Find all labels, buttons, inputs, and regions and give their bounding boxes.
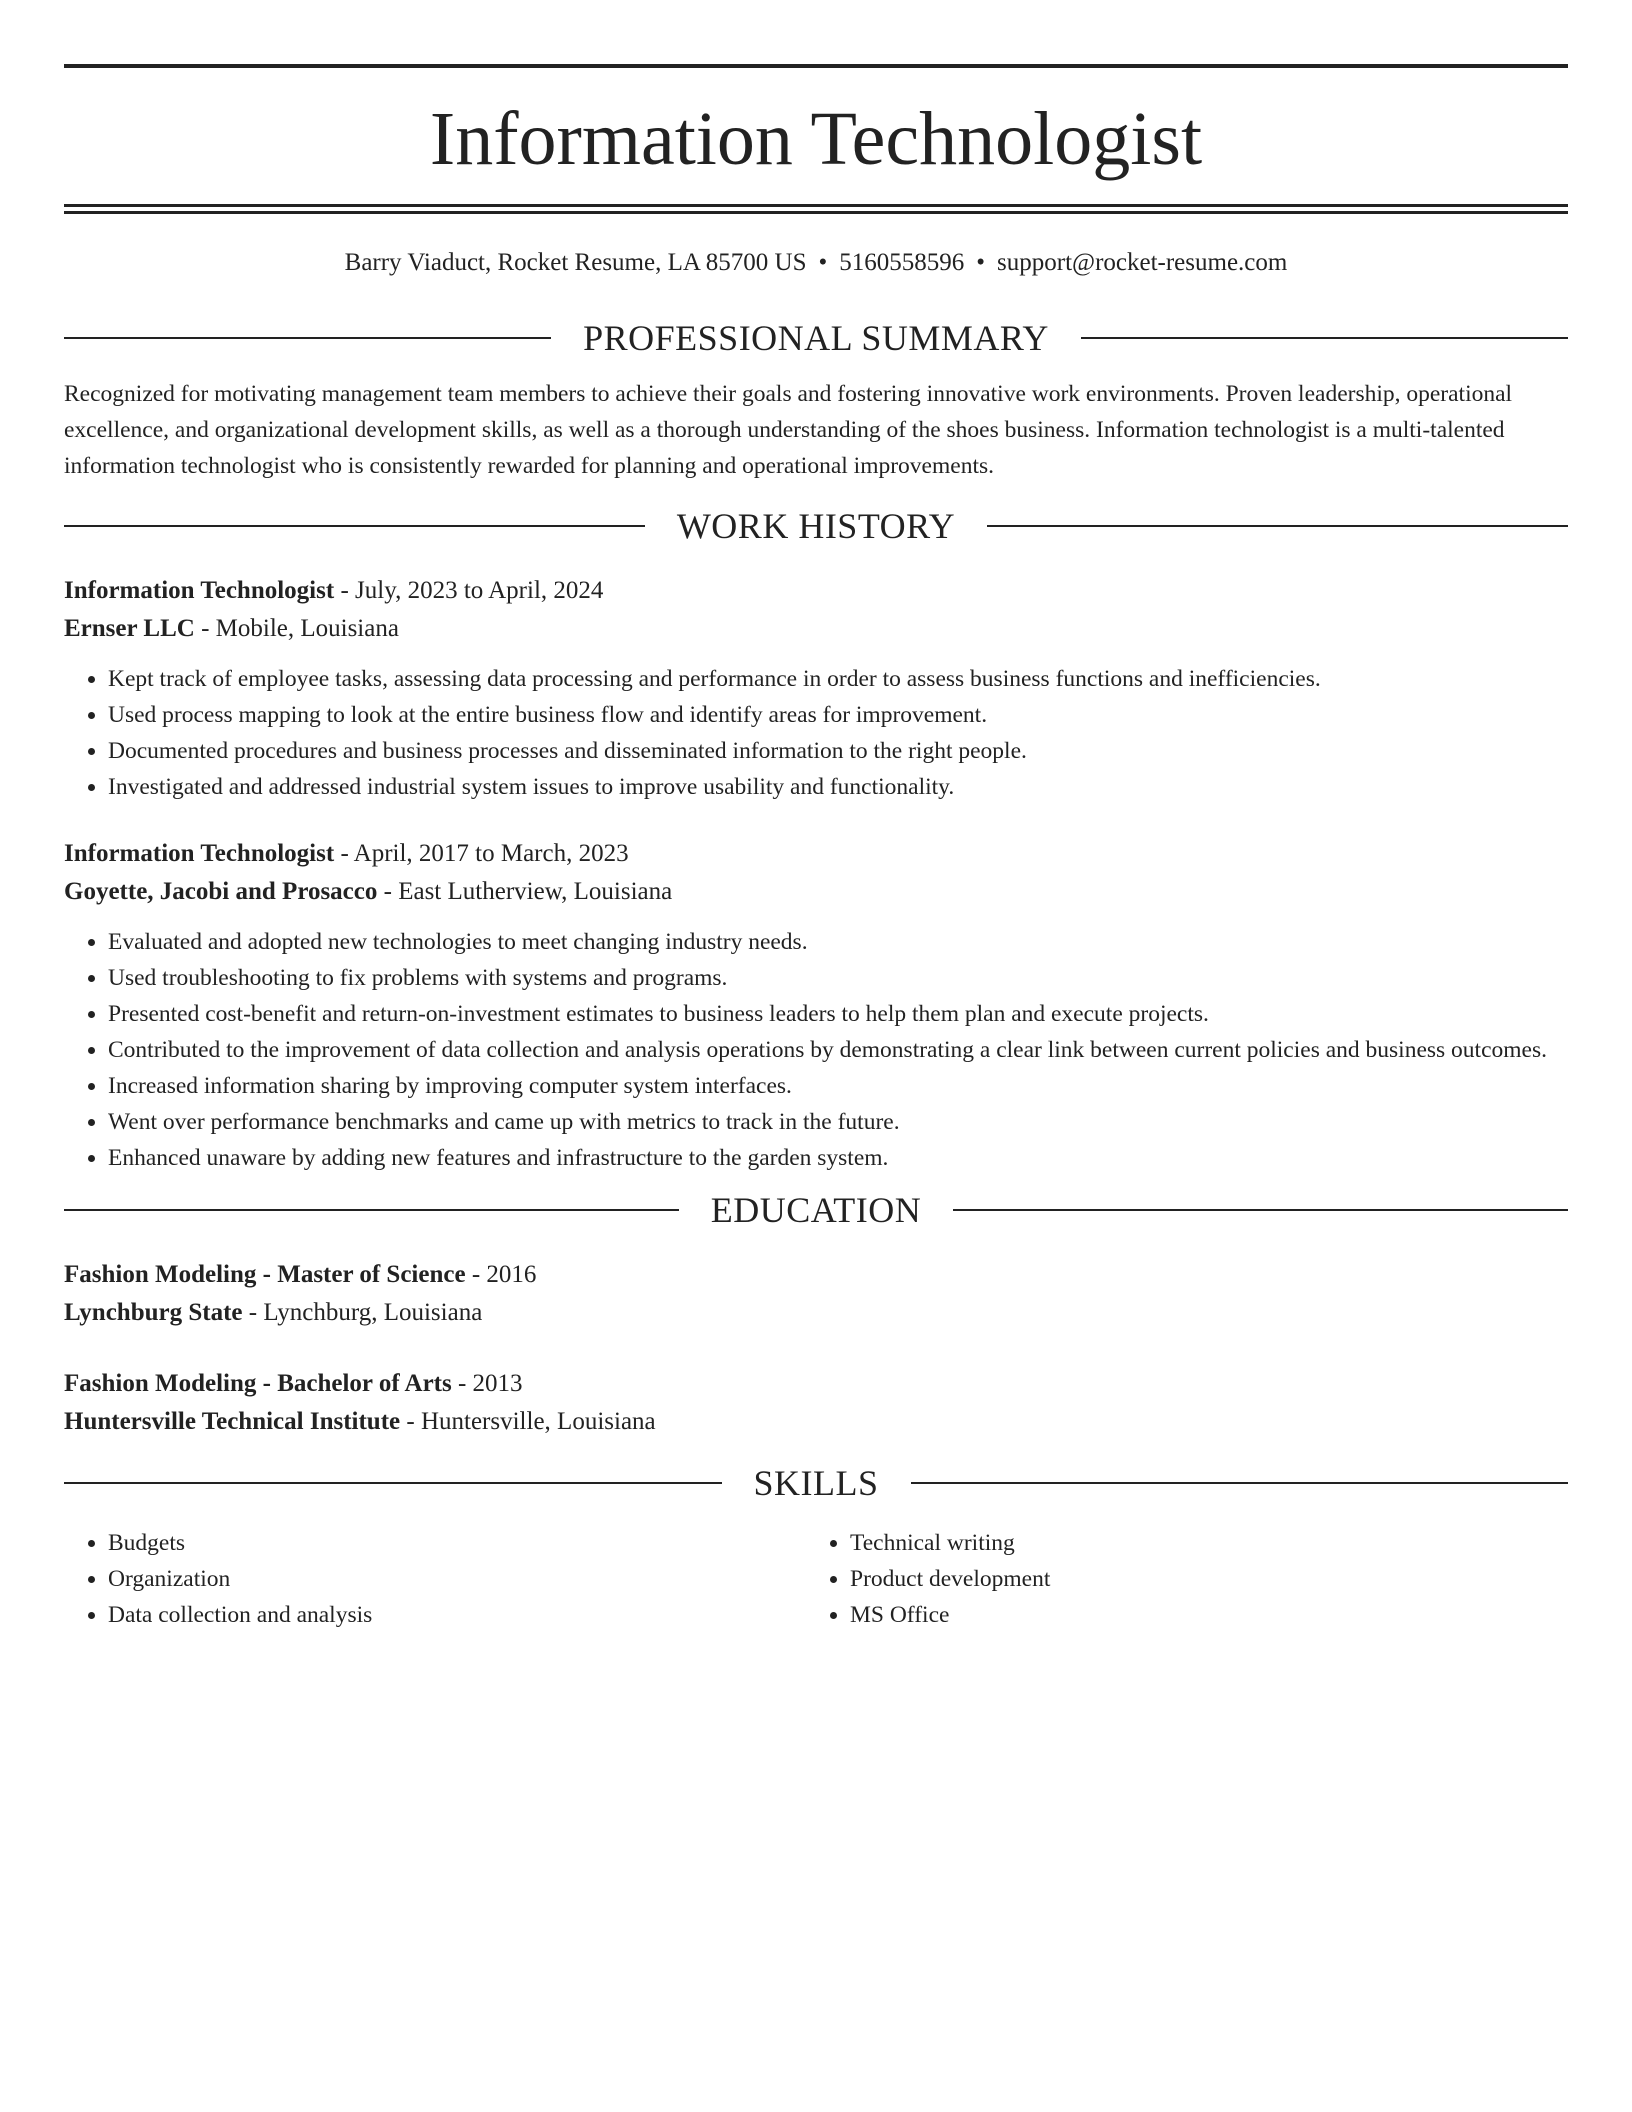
skills-grid xyxy=(64,1525,1568,1633)
education-location: - Lynchburg, Louisiana xyxy=(242,1299,483,1326)
job-company: Goyette, Jacobi and Prosacco xyxy=(64,878,378,905)
education-degree: Fashion Modeling - Bachelor of Arts xyxy=(64,1370,452,1397)
job-company-line xyxy=(64,873,1568,911)
job-location: - East Lutherview, Louisiana xyxy=(377,878,673,905)
skill-item: • Product development xyxy=(850,1561,1550,1597)
section-title-summary: PROFESSIONAL SUMMARY xyxy=(583,318,1049,358)
page-title: Information Technologist xyxy=(429,97,1203,181)
education-degree-line xyxy=(64,1256,1568,1294)
list-item: • Evaluated and adopted new technologies to meet changing industry needs. xyxy=(108,924,1568,960)
education-year: - 2016 xyxy=(465,1261,537,1288)
education-degree-line xyxy=(64,1365,1568,1403)
job-role: Information Technologist xyxy=(64,577,335,604)
job-entry xyxy=(64,835,1568,1176)
section-rule xyxy=(953,1209,1568,1211)
resume-page xyxy=(64,64,1568,1633)
section-header-work xyxy=(64,506,1568,546)
section-rule xyxy=(64,1482,722,1484)
section-header-summary xyxy=(64,318,1568,358)
job-entry xyxy=(64,572,1568,805)
skill-item: • Technical writing xyxy=(850,1525,1550,1561)
education-entry xyxy=(64,1256,1568,1332)
section-header-education xyxy=(64,1190,1568,1230)
section-title-work: WORK HISTORY xyxy=(676,506,956,546)
skill-item: • Organization xyxy=(108,1561,806,1597)
job-dates: - April, 2017 to March, 2023 xyxy=(334,840,629,867)
job-company: Ernser LLC xyxy=(64,615,195,642)
job-bullets xyxy=(64,661,1568,805)
skill-item: • MS Office xyxy=(850,1597,1550,1633)
education-location: - Huntersville, Louisiana xyxy=(400,1408,656,1435)
list-item: • Increased information sharing by improving computer system interfaces. xyxy=(108,1068,1568,1104)
top-rule xyxy=(64,64,1568,68)
job-location: - Mobile, Louisiana xyxy=(194,615,399,642)
section-rule xyxy=(911,1482,1569,1484)
education-degree: Fashion Modeling - Master of Science xyxy=(64,1261,466,1288)
title-double-rule xyxy=(64,204,1568,214)
section-rule xyxy=(64,1209,679,1211)
education-school-line xyxy=(64,1294,1568,1332)
list-item: • Enhanced unaware by adding new features and infrastructure to the garden system. xyxy=(108,1140,1568,1176)
contact-email: support@rocket-resume.com xyxy=(997,249,1288,276)
contact-line xyxy=(64,248,1568,278)
education-school-line xyxy=(64,1403,1568,1441)
list-item: • Used troubleshooting to fix problems with systems and programs. xyxy=(108,960,1568,996)
education-year: - 2013 xyxy=(451,1370,523,1397)
contact-address: Barry Viaduct, Rocket Resume, LA 85700 US xyxy=(344,249,807,276)
section-rule xyxy=(64,525,645,527)
job-title-line xyxy=(64,572,1568,610)
list-item: • Contributed to the improvement of data collection and analysis operations by demonstrating a clear link between current policies and business outcomes. xyxy=(108,1032,1568,1068)
job-company-line xyxy=(64,610,1568,648)
summary-text: Recognized for motivating management team members to achieve their goals and fostering innovative work environments. Proven leadership, operational excellence, and organizational development skills, as well as a thorough understanding of the shoes business. Information technologist is a multi-talented information technologist who is consistently rewarded for planning and operational improvements. xyxy=(64,381,1513,479)
job-dates: - July, 2023 to April, 2024 xyxy=(334,577,604,604)
education-school: Lynchburg State xyxy=(64,1299,243,1326)
list-item: • Investigated and addressed industrial system issues to improve usability and functionality. xyxy=(108,769,1568,805)
list-item: • Kept track of employee tasks, assessing data processing and performance in order to assess business functions and inefficiencies. xyxy=(108,661,1568,697)
section-rule xyxy=(1081,337,1568,339)
skills-column-left xyxy=(64,1525,806,1633)
list-item: • Documented procedures and business processes and disseminated information to the right people. xyxy=(108,733,1568,769)
job-bullets xyxy=(64,924,1568,1176)
contact-separator: • xyxy=(818,249,828,276)
contact-separator: • xyxy=(976,249,986,276)
section-rule xyxy=(987,525,1568,527)
section-title-skills: SKILLS xyxy=(753,1463,879,1503)
education-entry xyxy=(64,1365,1568,1441)
section-header-skills xyxy=(64,1463,1568,1503)
contact-phone: 5160558596 xyxy=(839,249,965,276)
education-school: Huntersville Technical Institute xyxy=(64,1408,401,1435)
list-item: • Went over performance benchmarks and came up with metrics to track in the future. xyxy=(108,1104,1568,1140)
skill-item: • Budgets xyxy=(108,1525,806,1561)
job-title-line xyxy=(64,835,1568,873)
skills-column-right xyxy=(806,1525,1550,1633)
section-rule xyxy=(64,337,551,339)
list-item: • Used process mapping to look at the entire business flow and identify areas for improvement. xyxy=(108,697,1568,733)
job-role: Information Technologist xyxy=(64,840,335,867)
list-item: • Presented cost-benefit and return-on-investment estimates to business leaders to help them plan and execute projects. xyxy=(108,996,1568,1032)
skill-item: • Data collection and analysis xyxy=(108,1597,806,1633)
section-title-education: EDUCATION xyxy=(710,1190,922,1230)
